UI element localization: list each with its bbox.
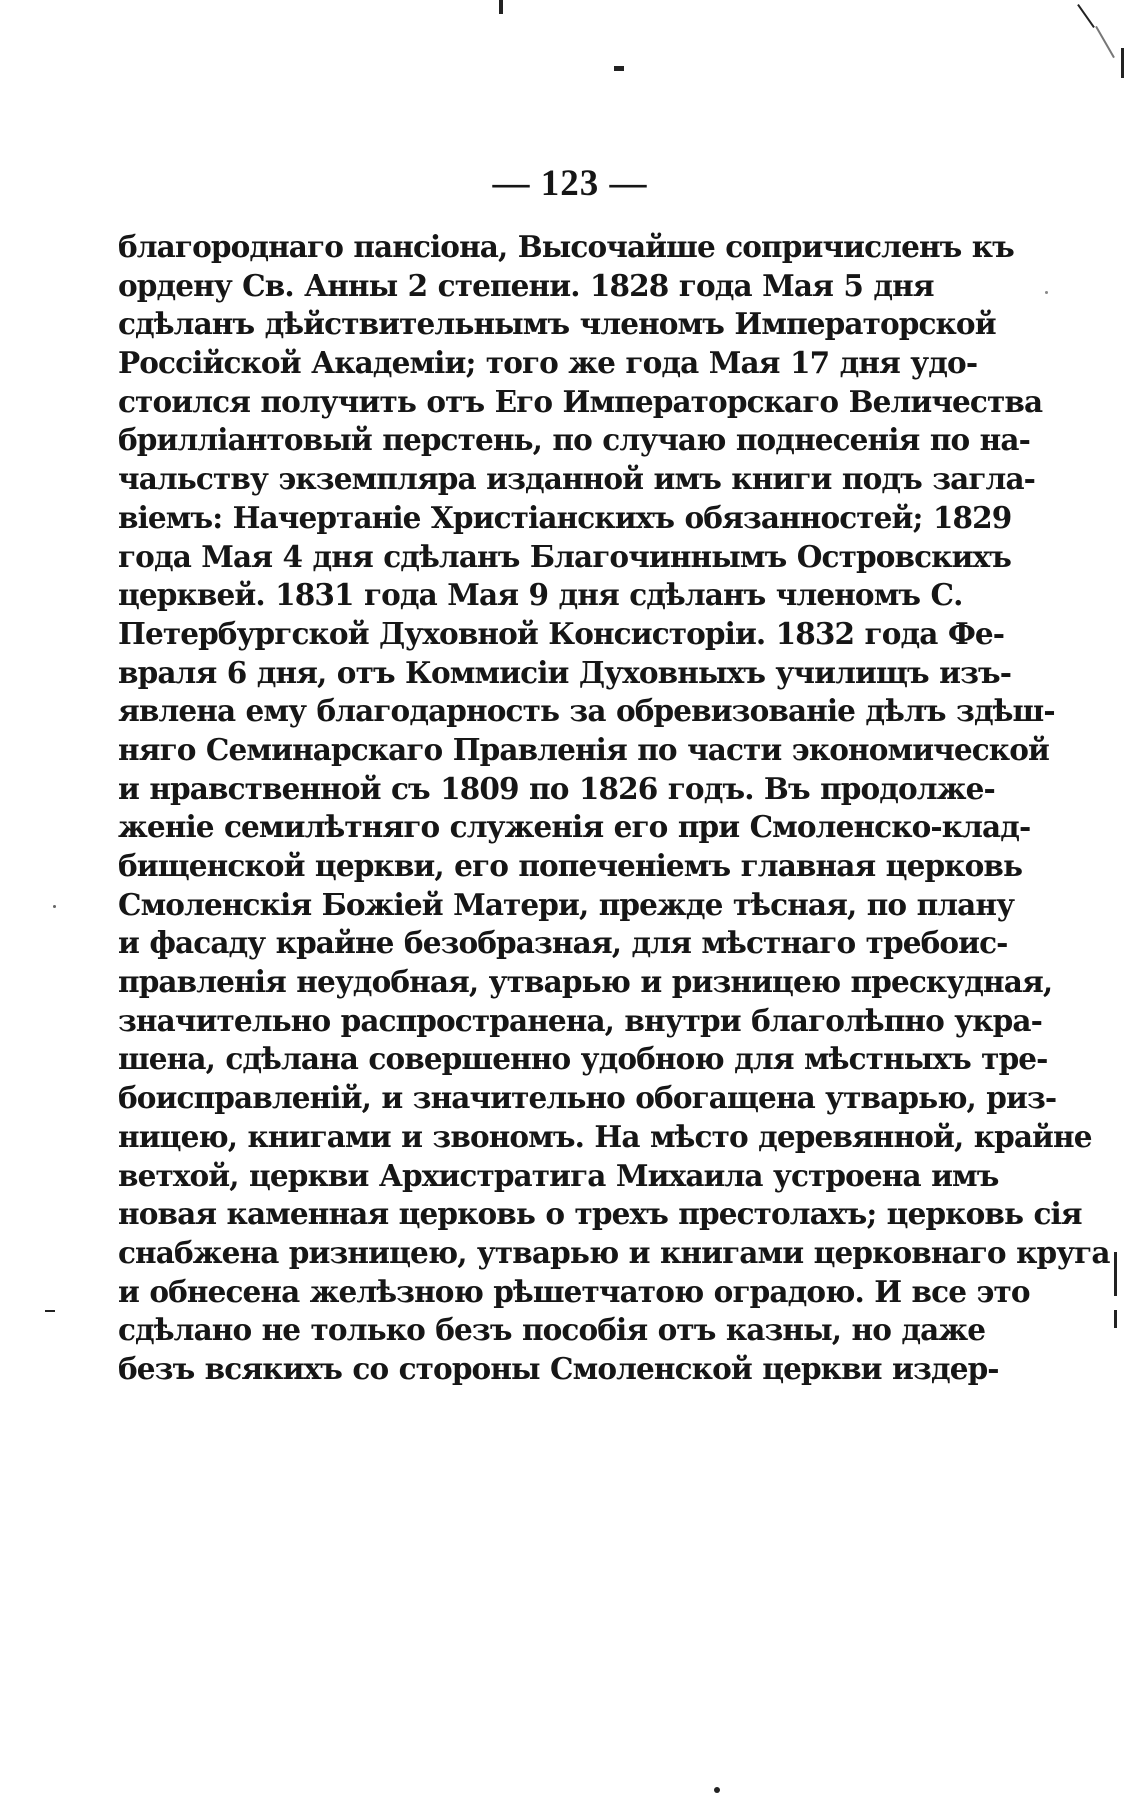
- scan-speck: [1095, 26, 1115, 58]
- scan-speck: [1114, 1252, 1117, 1296]
- text-line: года Мая 4 дня сдѣланъ Благочиннымъ Островскихъ: [118, 538, 1011, 574]
- text-line: сдѣлано не только безъ пособія отъ казны, но даже: [118, 1312, 986, 1348]
- text-line: шена, сдѣлана совершенно удобною для мѣстныхъ тре-: [118, 1041, 1048, 1077]
- text-line: сдѣланъ дѣйствительнымъ членомъ Императорской: [118, 306, 996, 342]
- text-line: віемъ: Начертаніе Христіанскихъ обязанностей; 1829: [118, 499, 1012, 535]
- text-line: женіе семилѣтняго служенія его при Смоленско-клад-: [118, 809, 1031, 845]
- text-line: правленія неудобная, утварью и ризницею прескудная,: [118, 964, 1053, 1000]
- text-line: ницею, книгами и звономъ. На мѣсто деревянной, крайне: [118, 1118, 1092, 1154]
- text-line: благороднаго пансіона, Высочайше сопричисленъ къ: [118, 229, 1014, 264]
- scan-speck: [53, 905, 56, 908]
- text-line: ордену Св. Анны 2 степени. 1828 года Мая 5 дня: [118, 267, 934, 303]
- text-line: няго Семинарскаго Правленія по части экономической: [118, 731, 1049, 767]
- text-line: бищенской церкви, его попеченіемъ главная церковь: [118, 848, 1023, 883]
- text-line: бриллiантовый перстень, по случаю поднесенія по на-: [118, 422, 1030, 458]
- text-line: и нравственной съ 1809 по 1826 годъ. Въ продолже-: [118, 770, 995, 806]
- scan-speck: [1077, 4, 1095, 28]
- scan-speck: [1121, 48, 1124, 78]
- text-line: Петербургской Духовной Консисторіи. 1832 года Фе-: [118, 615, 1005, 651]
- scan-speck: [1045, 291, 1048, 294]
- text-line: чальству экземпляра изданной имъ книги подъ загла-: [118, 461, 1036, 497]
- scan-speck: [499, 0, 503, 14]
- text-line: враля 6 дня, отъ Коммисіи Духовныхъ училищъ изъ-: [118, 654, 1012, 690]
- text-line: ветхой, церкви Архистратига Михаила устроена имъ: [118, 1157, 999, 1193]
- scan-speck: [1114, 1310, 1117, 1328]
- text-line: Россійской Академіи; того же года Мая 17 дня удо-: [118, 345, 978, 381]
- scan-speck: [614, 66, 624, 71]
- text-line: боисправленій, и значительно обогащена утварью, риз-: [118, 1080, 1057, 1116]
- text-line: церквей. 1831 года Мая 9 дня сдѣланъ членомъ С.: [118, 577, 963, 613]
- text-line: и обнесена желѣзною рѣшетчатою оградою. И все это: [118, 1273, 1030, 1309]
- text-line: Смоленскія Божіей Матери, прежде тѣсная, по плану: [118, 886, 1015, 922]
- text-line: новая каменная церковь о трехъ престолахъ; церковь сія: [118, 1196, 1082, 1232]
- text-line: значительно распространена, внутри благолѣпно укра-: [118, 1002, 1042, 1038]
- text-line: безъ всякихъ со стороны Смоленской церкви издер-: [118, 1350, 999, 1386]
- text-line: явлена ему благодарность за обревизованіе дѣлъ здѣш-: [118, 693, 1055, 729]
- text-line: снабжена ризницею, утварью и книгами церковнаго круга: [118, 1234, 1110, 1270]
- page-number: — 123 —: [492, 163, 648, 204]
- text-line: стоился получить отъ Его Императорскаго Величества: [118, 383, 1043, 419]
- text-line: и фасаду крайне безобразная, для мѣстнаго требоис-: [118, 925, 1008, 961]
- scan-speck: [714, 1787, 720, 1793]
- scan-speck: [45, 1310, 55, 1312]
- body-text: [118, 228, 1110, 1389]
